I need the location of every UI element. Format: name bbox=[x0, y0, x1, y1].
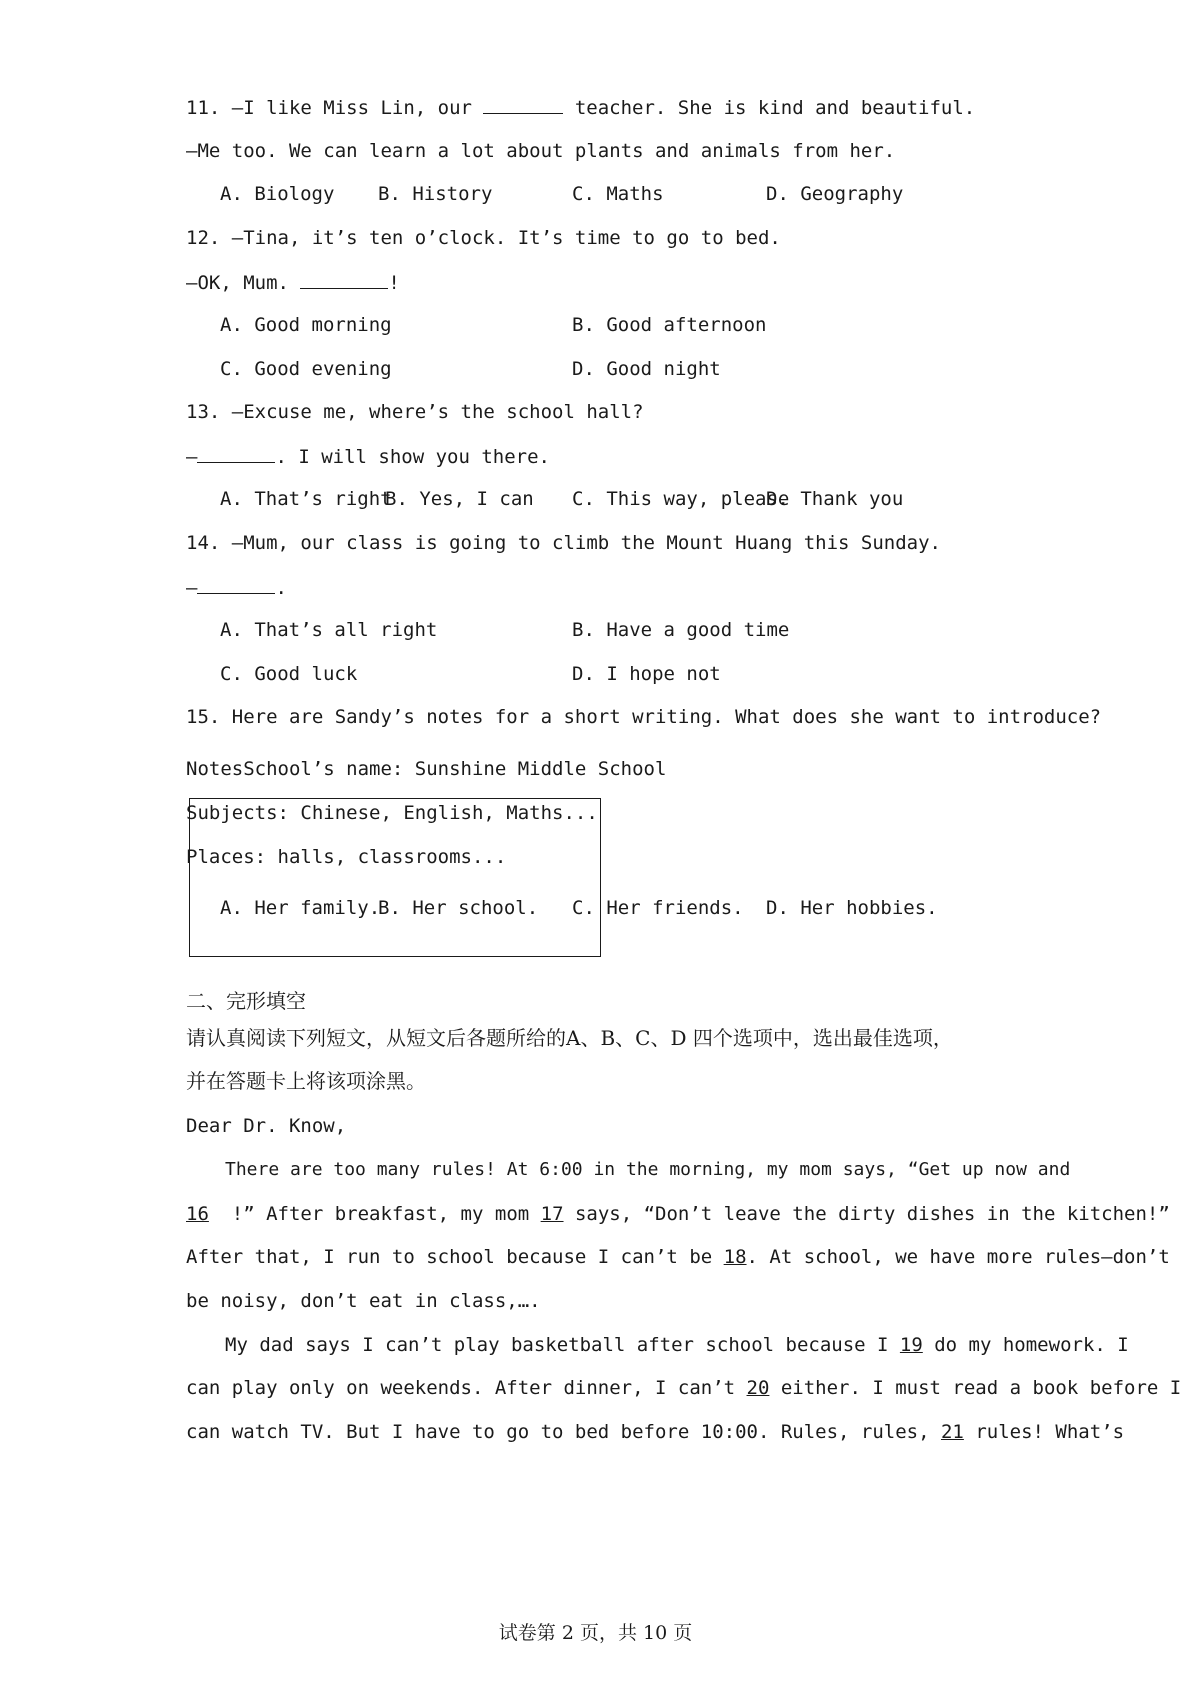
q11-blank[interactable] bbox=[483, 95, 563, 114]
q13-line1: 13. —Excuse me, where’s the school hall? bbox=[186, 401, 644, 423]
blank-19[interactable]: 19 bbox=[899, 1334, 923, 1356]
q13-blank[interactable] bbox=[197, 444, 275, 463]
q15-line1: 15. Here are Sandy’s notes for a short writing. What does she want to introduce? bbox=[186, 706, 1102, 728]
passage-p1-line1: There are too many rules! At 6:00 in the morning, my mom says, “Get up now and bbox=[225, 1159, 1071, 1180]
q12-option-b[interactable]: B. Good afternoon bbox=[572, 314, 767, 336]
q12-line1: 12. —Tina, it’s ten o’clock. It’s time to go to bed. bbox=[186, 227, 781, 249]
q14-blank[interactable] bbox=[197, 575, 275, 594]
q14-option-c[interactable]: C. Good luck bbox=[220, 663, 358, 685]
q15-option-b[interactable]: B. Her school. bbox=[378, 897, 539, 919]
q11-option-b[interactable]: B. History bbox=[378, 183, 493, 205]
q11-option-d[interactable]: D. Geography bbox=[766, 183, 904, 205]
section-instruction-1: 请认真阅读下列短文，从短文后各题所给的A、B、C、D 四个选项中，选出最佳选项， bbox=[186, 1026, 953, 1050]
passage-p1-line3: After that, I run to school because I can’t be 18. At school, we have more rules—don’t bbox=[186, 1246, 1170, 1268]
q12-option-d[interactable]: D. Good night bbox=[572, 358, 721, 380]
q14-option-d[interactable]: D. I hope not bbox=[572, 663, 721, 685]
q15-option-a[interactable]: A. Her family. bbox=[220, 897, 381, 919]
section-instruction-2: 并在答题卡上将该项涂黑。 bbox=[186, 1069, 426, 1093]
q13-option-c[interactable]: C. This way, please bbox=[572, 488, 790, 510]
q14-line1: 14. —Mum, our class is going to climb the Mount Huang this Sunday. bbox=[186, 532, 941, 554]
q14-option-b[interactable]: B. Have a good time bbox=[572, 619, 790, 641]
q12-option-c[interactable]: C. Good evening bbox=[220, 358, 392, 380]
passage-p2-line2: can play only on weekends. After dinner, I can’t 20 either. I must read a book before I bbox=[186, 1377, 1182, 1399]
q15-option-d[interactable]: D. Her hobbies. bbox=[766, 897, 938, 919]
notes-line-3: Places: halls, classrooms... bbox=[186, 846, 507, 868]
q11-option-c[interactable]: C. Maths bbox=[572, 183, 664, 205]
page-footer: 试卷第 2 页，共 10 页 bbox=[498, 1622, 693, 1644]
q12-line2: —OK, Mum. ! bbox=[186, 272, 400, 294]
q14-line2: — . bbox=[186, 577, 287, 599]
passage-p1-line2: 16 !” After breakfast, my mom 17 says, “Don’t leave the dirty dishes in the kitchen!” bbox=[186, 1203, 1170, 1225]
q12-blank[interactable] bbox=[300, 270, 388, 289]
section-heading: 二、完形填空 bbox=[186, 989, 306, 1013]
q15-option-c[interactable]: C. Her friends. bbox=[572, 897, 744, 919]
q13-option-b[interactable]: B. Yes, I can bbox=[385, 488, 534, 510]
passage-p2-line1: My dad says I can’t play basketball after school because I 19 do my homework. I bbox=[225, 1334, 1129, 1356]
q11-option-a[interactable]: A. Biology bbox=[220, 183, 335, 205]
q11-line2: —Me too. We can learn a lot about plants and animals from her. bbox=[186, 140, 896, 162]
blank-21[interactable]: 21 bbox=[940, 1421, 964, 1443]
q13-option-a[interactable]: A. That’s right bbox=[220, 488, 392, 510]
q13-option-d[interactable]: D. Thank you bbox=[766, 488, 904, 510]
blank-17[interactable]: 17 bbox=[540, 1203, 564, 1225]
passage-p1-line4: be noisy, don’t eat in class,…. bbox=[186, 1290, 541, 1312]
letter-salutation: Dear Dr. Know, bbox=[186, 1115, 347, 1137]
notes-line-2: Subjects: Chinese, English, Maths... bbox=[186, 802, 598, 824]
q11-line1: 11. —I like Miss Lin, our teacher. She is kind and beautiful. bbox=[186, 97, 976, 119]
q12-option-a[interactable]: A. Good morning bbox=[220, 314, 392, 336]
blank-18[interactable]: 18 bbox=[723, 1246, 747, 1268]
notes-line-1: NotesSchool’s name: Sunshine Middle School bbox=[186, 758, 667, 780]
q14-option-a[interactable]: A. That’s all right bbox=[220, 619, 438, 641]
blank-16[interactable]: 16 bbox=[186, 1203, 209, 1225]
passage-p2-line3: can watch TV. But I have to go to bed before 10:00. Rules, rules, 21 rules! What’s bbox=[186, 1421, 1125, 1443]
q13-line2: — . I will show you there. bbox=[186, 446, 550, 468]
blank-20[interactable]: 20 bbox=[746, 1377, 770, 1399]
